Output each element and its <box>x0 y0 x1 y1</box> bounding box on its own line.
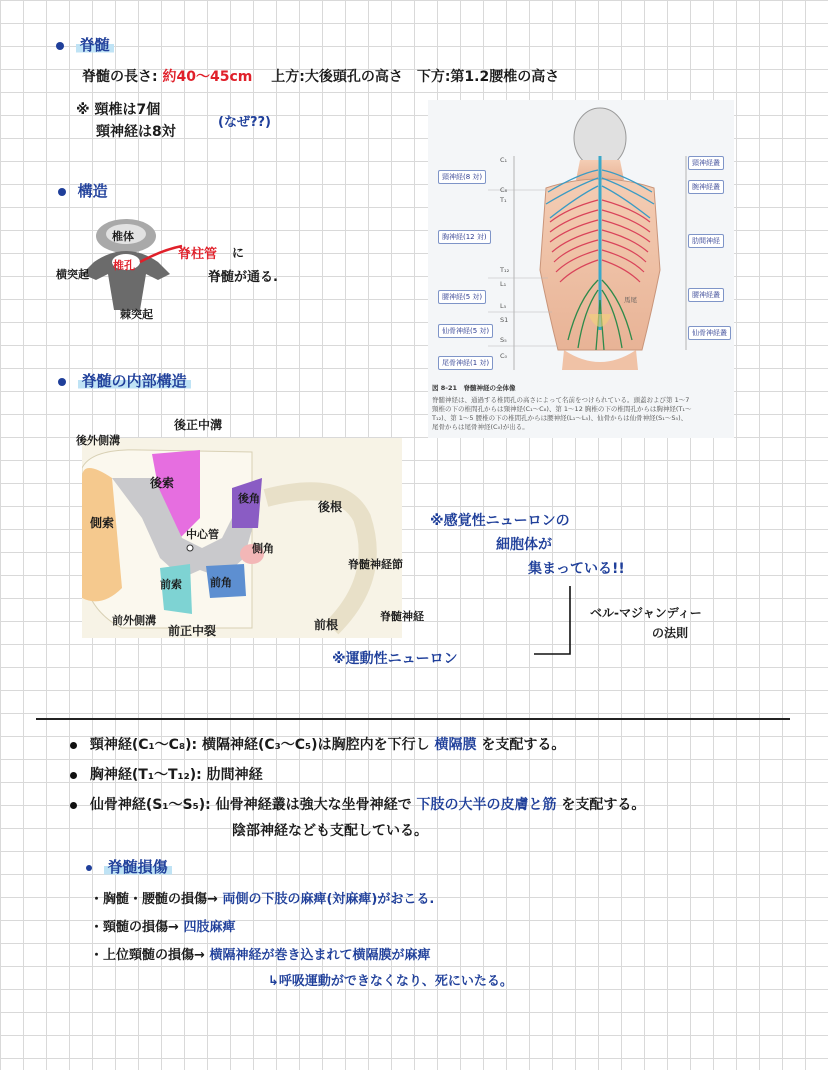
internal-heading <box>58 370 191 391</box>
fig-label-lumbar: 腰神経(5 対) <box>438 290 486 304</box>
label-lateral-horn: 側角 <box>252 542 274 555</box>
fig-mark-co: C₀ <box>500 352 508 360</box>
label-lateral-funiculus: 側索 <box>90 516 115 530</box>
fig-label-brachial-plexus: 腕神経叢 <box>688 180 724 194</box>
note-line1: ※ 頸椎は7個 <box>76 102 161 118</box>
injury-item-2-result: 四肢麻痺 <box>183 920 236 935</box>
fig-mark-c1: C₁ <box>500 156 508 164</box>
label-canal: 脊柱管 <box>178 247 218 262</box>
nerve-cervical-text: 横隔神経(C₃〜C₅)は胸腔内を下行し <box>201 737 430 753</box>
divider <box>36 718 790 720</box>
nerve-item-sacral <box>70 794 645 814</box>
law-line2: の法則 <box>652 626 689 640</box>
nerve-cervical-tail: を支配する。 <box>481 737 566 753</box>
fig-caption-line1: 脊髄神経は、通過する椎間孔の高さによって名前をつけられている。頭蓋および第 1〜7 <box>432 396 690 404</box>
page-title: 脊髄 <box>76 36 114 54</box>
injury-item-2-lead: ・頸髄の損傷→ <box>90 920 179 935</box>
fig-caption-line3: T₁₂)、第 1〜5 腰椎の下の椎間孔からは腰神経(L₁〜L₅)、仙骨からは仙骨神経(S₁〜S₅)、 <box>432 414 688 422</box>
sensory-note-1: ※感覚性ニューロンの <box>430 513 570 529</box>
label-posterior-horn: 後角 <box>238 492 260 505</box>
fig-label-lumbar-plexus: 腰神経叢 <box>688 288 724 302</box>
fig-mark-l5: L₅ <box>500 302 507 310</box>
length-label: 脊髄の長さ: <box>82 69 158 85</box>
nerve-sacral-highlight: 下肢の大半の皮膚と筋 <box>416 797 557 813</box>
nerve-item-cervical <box>70 734 565 754</box>
fig-label-intercostal: 肋間神経 <box>688 234 724 248</box>
sensory-note-2: 細胞体が <box>496 537 552 553</box>
nerve-cervical-highlight: 横隔膜 <box>434 737 477 753</box>
injury-item-1-result: 両側の下肢の麻痺(対麻痺)がおこる. <box>222 892 435 907</box>
label-posterior-root: 後根 <box>318 500 343 514</box>
injury-item-3-result: 横隔神経が巻き込まれて横隔膜が麻痺 <box>209 948 431 963</box>
nerve-sacral-name: 仙骨神経(S₁〜S₅): <box>89 797 211 813</box>
law-bracket <box>530 580 580 660</box>
nerve-sacral-text: 仙骨神経叢は強大な坐骨神経で <box>215 797 412 813</box>
page-title-block <box>56 34 114 55</box>
nerves-extra: 陰部神経なども支配している。 <box>232 823 428 839</box>
law-line1: ベル-マジャンディー <box>590 606 702 620</box>
label-anterior-median-fissure: 前正中裂 <box>168 624 217 638</box>
note-line2: 頸神経は8対 <box>96 124 176 140</box>
injury-item-2 <box>90 916 235 935</box>
fig-caption-title: 図 8-21 脊髄神経の全体像 <box>432 384 516 392</box>
fig-mark-c8: C₈ <box>500 186 508 194</box>
label-posterolateral-sulcus: 後外側溝 <box>76 434 120 447</box>
label-spinal-nerve: 脊髄神経 <box>380 610 424 623</box>
injury-followup: ↳呼吸運動ができなくなり、死にいたる。 <box>268 974 513 989</box>
label-spinous: 棘突起 <box>120 308 153 321</box>
bullet-dot <box>70 742 77 749</box>
note-aside: (なぜ??) <box>218 115 271 130</box>
fig-mark-s5: S₅ <box>500 336 507 344</box>
label-posterior-funiculus: 後索 <box>150 476 175 490</box>
injury-item-3 <box>90 944 430 963</box>
fig-label-thoracic: 胸神経(12 対) <box>438 230 491 244</box>
label-anterolateral-sulcus: 前外側溝 <box>112 614 156 627</box>
internal-title: 脊髄の内部構造 <box>78 372 191 390</box>
injury-title: 脊髄損傷 <box>104 858 172 876</box>
fig-mark-t1: T₁ <box>500 196 507 204</box>
fig-label-cervical-plexus: 頸神経叢 <box>688 156 724 170</box>
bullet-dot <box>70 802 77 809</box>
motor-note: ※運動性ニューロン <box>332 651 458 667</box>
fig-mark-t12: T₁₂ <box>500 266 510 274</box>
nerve-sacral-tail: を支配する。 <box>561 797 646 813</box>
label-anterior-root: 前根 <box>314 618 339 632</box>
fig-caption-line2: 頸椎の下の椎間孔からは頸神経(C₁〜C₈)、第 1〜12 胸椎の下の椎間孔からは胸神経(T₁〜 <box>432 405 692 413</box>
injury-item-3-lead: ・上位頸髄の損傷→ <box>90 948 205 963</box>
nerve-item-thoracic <box>70 764 263 784</box>
label-foramen: 椎孔 <box>113 259 135 272</box>
structure-heading <box>58 180 108 201</box>
label-anterior-horn: 前角 <box>210 576 232 589</box>
nerve-cervical-name: 頸神経(C₁〜C₈): <box>89 737 198 753</box>
label-canal-note2: 脊髄が通る. <box>208 270 278 285</box>
bullet-dot <box>56 42 64 50</box>
length-range: 上方:大後頭孔の高さ 下方:第1.2腰椎の高さ <box>271 69 560 85</box>
textbook-figure <box>428 100 734 438</box>
spinal-length-line <box>82 66 559 86</box>
label-anterior-funiculus: 前索 <box>160 578 182 591</box>
fig-label-sacral: 仙骨神経(5 対) <box>438 324 493 338</box>
nerve-thoracic-text: 肋間神経 <box>206 767 263 783</box>
fig-label-coccygeal: 尾骨神経(1 対) <box>438 356 493 370</box>
label-vertebral-body: 椎体 <box>112 230 134 243</box>
label-central-canal: 中心管 <box>186 528 219 541</box>
injury-item-1-lead: ・胸髄・腰髄の損傷→ <box>90 892 218 907</box>
injury-item-1 <box>90 888 434 907</box>
structure-title: 構造 <box>77 182 108 200</box>
cross-section-diagram <box>82 438 402 638</box>
bullet-dot <box>58 378 66 386</box>
label-dorsal-root-ganglion: 脊髄神経節 <box>348 558 403 571</box>
fig-mark-s1: S1 <box>500 316 509 324</box>
bullet-dot <box>58 188 66 196</box>
vertebra-diagram <box>54 210 224 320</box>
nerve-thoracic-name: 胸神経(T₁〜T₁₂): <box>89 767 202 783</box>
fig-label-sacral-plexus: 仙骨神経叢 <box>688 326 731 340</box>
bullet-dot <box>70 772 77 779</box>
length-value: 約40〜45cm <box>162 69 253 85</box>
bullet-dot <box>86 865 92 871</box>
fig-mark-l1: L₁ <box>500 280 507 288</box>
sensory-note-3: 集まっている!! <box>528 561 625 577</box>
injury-heading <box>86 856 172 877</box>
cross-section-svg <box>82 438 402 638</box>
fig-label-cervical: 頸神経(8 対) <box>438 170 486 184</box>
fig-caption-line4: 尾骨からは尾骨神経(C₀)が出る。 <box>432 423 529 431</box>
label-canal-note: に <box>232 246 245 260</box>
label-transverse: 横突起 <box>56 268 89 281</box>
fig-tail-label: 馬尾 <box>624 296 637 304</box>
label-posterior-median-sulcus: 後正中溝 <box>174 418 223 432</box>
